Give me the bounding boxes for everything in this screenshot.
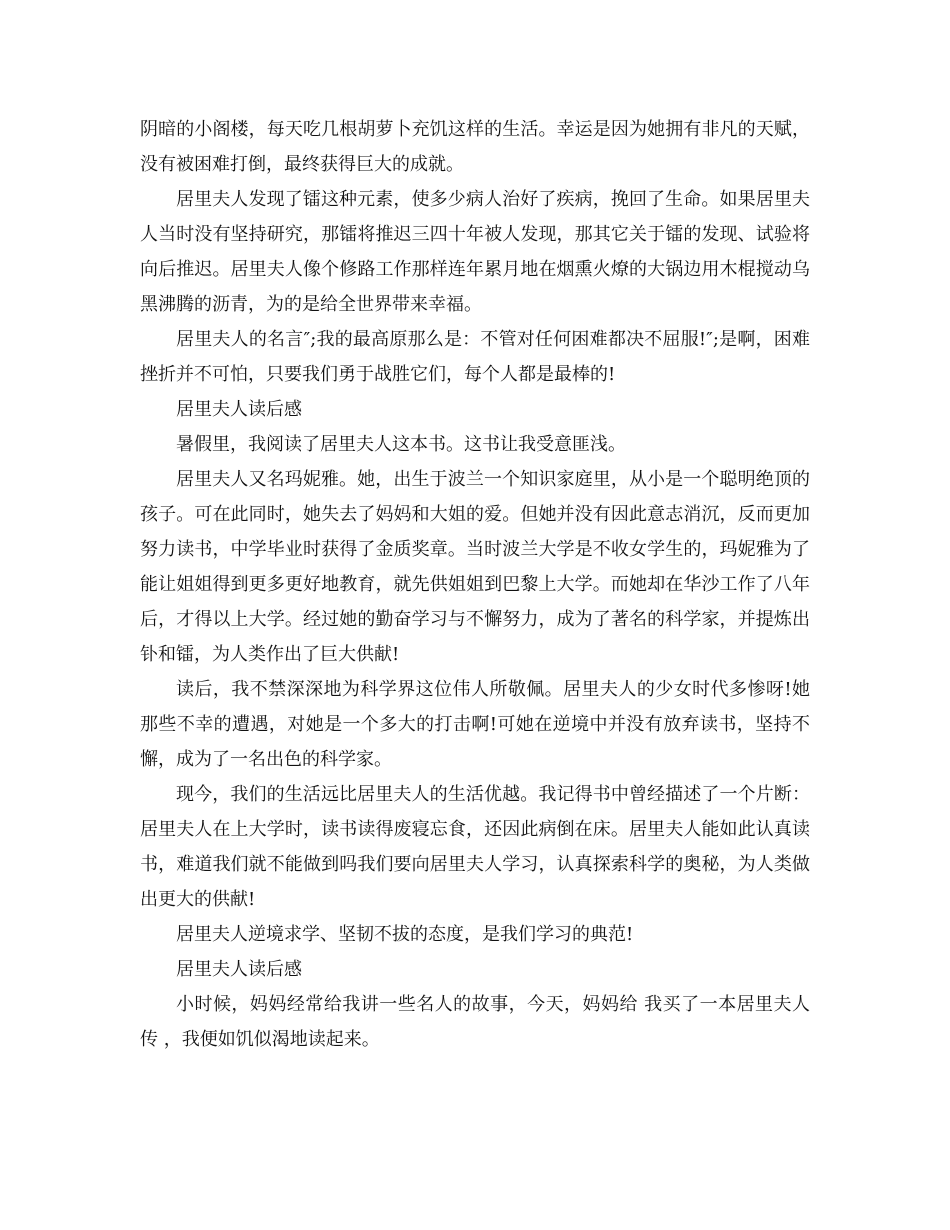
paragraph-comparison: 现今，我们的生活远比居里夫人的生活优越。我记得书中曾经描述了一个片断：居里夫人在上大学时，读书读得废寝忘食，还因此病倒在床。居里夫人能如此认真读书，难道我们就不能做到吗我们要向居里夫人学习，认真探索科学的奥秘，为人类做出更大的供献! xyxy=(140,784,810,910)
document-body xyxy=(140,112,810,1057)
paragraph-admiration: 读后，我不禁深深地为科学界这位伟人所敬佩。居里夫人的少女时代多惨呀!她那些不幸的遭遇，对她是一个多大的打击啊!可她在逆境中并没有放弃读书，坚持不懈，成为了一名出色的科学家。 xyxy=(140,679,810,770)
paragraph-radium-discovery: 居里夫人发现了镭这种元素，使多少病人治好了疾病，挽回了生命。如果居里夫人当时没有坚持研究，那镭将推迟三四十年被人发现，那其它关于镭的发现、试验将向后推迟。居里夫人像个修路工作那样连年累月地在烟熏火燎的大锅边用木棍搅动乌黑沸腾的沥青，为的是给全世界带来幸福。 xyxy=(140,189,810,315)
section-heading-1: 居里夫人读后感 xyxy=(176,399,302,420)
section-heading-2: 居里夫人读后感 xyxy=(176,959,302,980)
paragraph-summer-reading: 暑假里，我阅读了居里夫人这本书。这书让我受意匪浅。 xyxy=(176,434,626,455)
paragraph-famous-quote: 居里夫人的名言″;我的最高原那么是：不管对任何困难都决不屈服!″;是啊，困难挫折并不可怕，只要我们勇于战胜它们，每个人都是最棒的! xyxy=(140,329,810,385)
paragraph-childhood: 小时候，妈妈经常给我讲一些名人的故事，今天，妈妈给 我买了一本居里夫人传 ，我便如饥似渴地读起来。 xyxy=(140,994,810,1050)
paragraph-biography: 居里夫人又名玛妮雅。她，出生于波兰一个知识家庭里，从小是一个聪明绝顶的孩子。可在此同时，她失去了妈妈和大姐的爱。但她并没有因此意志消沉，反而更加努力读书，中学毕业时获得了金质奖章。当时波兰大学是不收女学生的，玛妮雅为了能让姐姐得到更多更好地教育，就先供姐姐到巴黎上大学。而她却在华沙工作了八年后，才得以上大学。经过她的勤奋学习与不懈努力，成为了著名的科学家，并提炼出钋和镭，为人类作出了巨大供献! xyxy=(140,469,810,665)
paragraph-conclusion: 居里夫人逆境求学、坚韧不拔的态度，是我们学习的典范! xyxy=(176,924,634,945)
paragraph-continuation: 阴暗的小阁楼，每天吃几根胡萝卜充饥这样的生活。幸运是因为她拥有非凡的天赋，没有被困难打倒，最终获得巨大的成就。 xyxy=(140,119,810,175)
